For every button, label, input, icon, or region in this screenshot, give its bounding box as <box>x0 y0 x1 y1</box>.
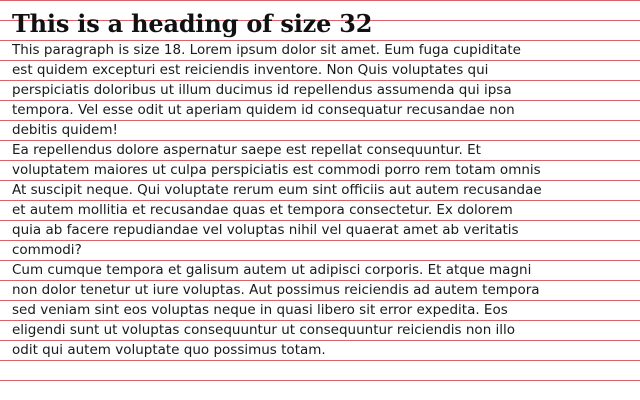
paragraph-2: Ea repellendus dolore aspernatur saepe est repellat consequuntur. Et voluptatem maiores ut culpa perspiciatis est commodi porro rem totam omnis At suscipit neque. Qui voluptate rerum eum sint officiis aut autem recusandae et autem mollitia et recusandae quas et tempora consectetur. Ex dolorem quia ab facere repudiandae vel voluptas nihil vel quaerat amet ab veritatis commodi? <box>12 142 542 258</box>
paragraph-3: Cum cumque tempora et galisum autem ut adipisci corporis. Et atque magni non dolor tenetur ut iure voluptas. Aut possimus reiciendis ad autem tempora sed veniam sint eos voluptas neque in quasi libero sit error expedita. Eos eligendi sunt ut voluptas consequuntur ut consequuntur reiciendis non illo odit qui autem voluptate quo possimus totam. <box>12 262 540 358</box>
paragraph-1: This paragraph is size 18. Lorem ipsum dolor sit amet. Eum fuga cupiditate est quidem excepturi est reiciendis inventore. Non Quis voluptates qui perspiciatis doloribus ut illum ducimus id repellendus assumenda qui ipsa tempora. Vel esse odit ut aperiam quidem id consequatur recusandae non debitis quidem! <box>12 42 521 138</box>
page-heading: This is a heading of size 32 <box>12 9 373 38</box>
document-body <box>12 8 542 360</box>
